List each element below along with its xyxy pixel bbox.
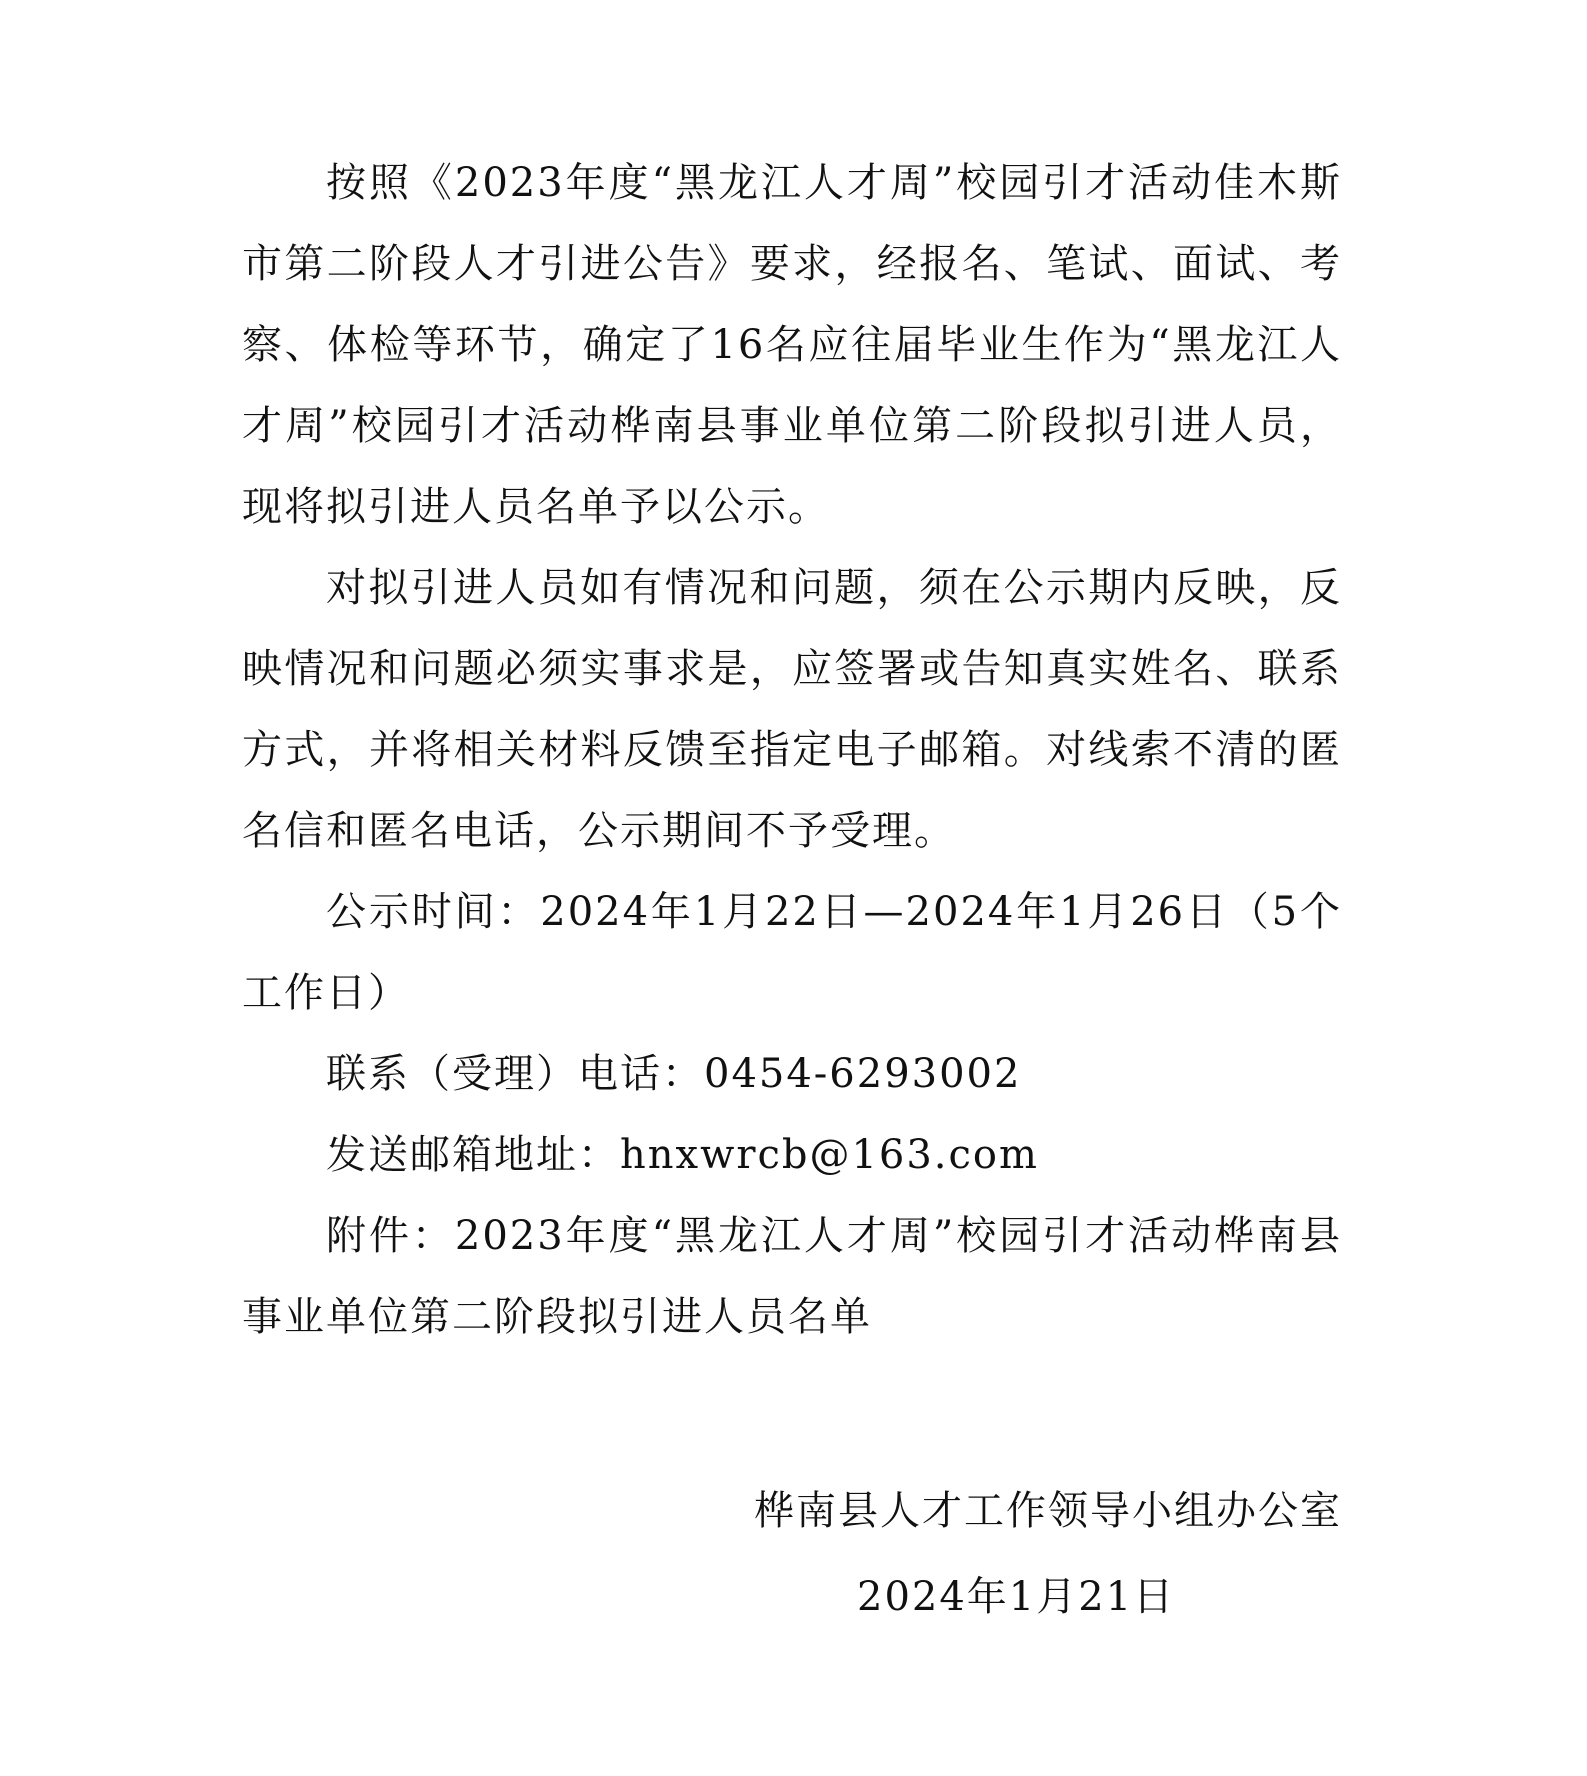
paragraph-email-address: 发送邮箱地址：hnxwrcb@163.com: [326, 1132, 1039, 1178]
signature-organization: 桦南县人才工作领导小组办公室: [754, 1488, 1342, 1534]
paragraph-attachment: 附件：2023年度“黑龙江人才周”校园引才活动桦南县事业单位第二阶段拟引进人员名单: [242, 1213, 1342, 1340]
signature-block: [742, 1468, 1342, 1640]
signature-date: 2024年1月21日: [857, 1574, 1176, 1620]
paragraph-feedback-instructions: 对拟引进人员如有情况和问题，须在公示期内反映，反映情况和问题必须实事求是，应签署或告知真实姓名、联系方式，并将相关材料反馈至指定电子邮箱。对线索不清的匿名信和匿名电话，公示期间不予受理。: [242, 565, 1342, 854]
paragraph-publicity-period: 公示时间：2024年1月22日—2024年1月26日（5个工作日）: [242, 889, 1342, 1016]
notice-body: [242, 143, 1342, 1358]
paragraph-contact-phone: 联系（受理）电话：0454-6293002: [326, 1051, 1022, 1097]
paragraph-announcement: 按照《2023年度“黑龙江人才周”校园引才活动佳木斯市第二阶段人才引进公告》要求，经报名、笔试、面试、考察、体检等环节，确定了16名应往届毕业生作为“黑龙江人才周”校园引才活动桦南县事业单位第二阶段拟引进人员，现将拟引进人员名单予以公示。: [242, 160, 1342, 530]
